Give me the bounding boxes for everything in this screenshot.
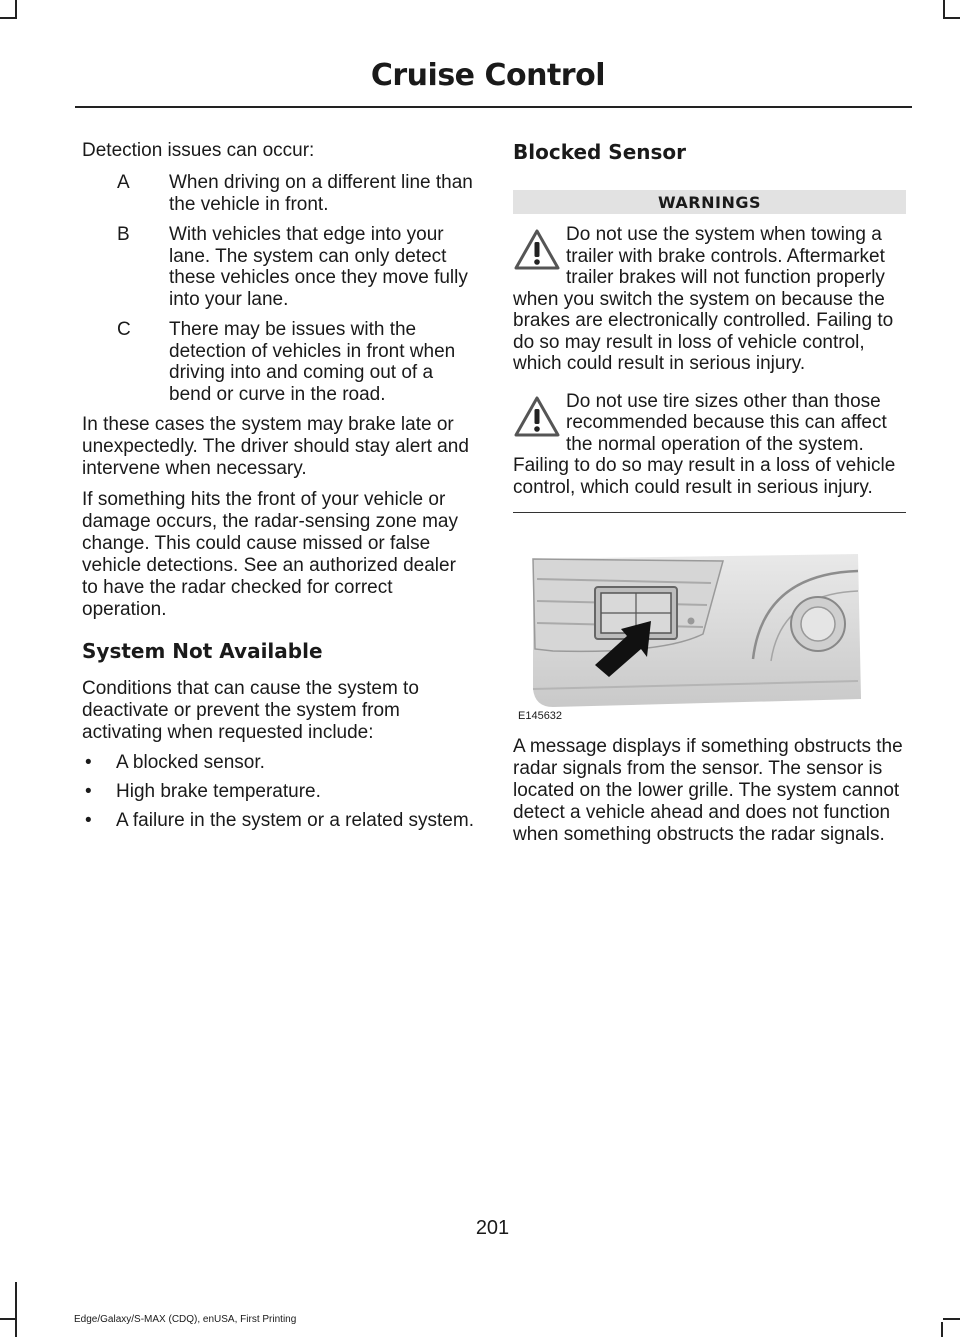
warning-block: [513, 391, 906, 499]
section-title: Cruise Control: [370, 58, 605, 93]
left-column: [82, 140, 477, 839]
crop-mark: [15, 0, 17, 18]
crop-mark: [941, 1322, 943, 1337]
subheading: Blocked Sensor: [513, 140, 687, 164]
bullet-icon: •: [85, 752, 92, 773]
item-letter: A: [117, 172, 130, 193]
crop-mark: [943, 0, 945, 18]
edition-footer: Edge/Galaxy/S-MAX (CDQ), enUSA, First Printing: [74, 1314, 297, 1325]
crop-mark: [0, 17, 17, 19]
radar-sensor-illustration: [513, 539, 863, 724]
warning-text: Do not use tire sizes other than those recommended because this can affect the normal operation of the system. Failing to do so may result in a loss of vehicle control, which could result in serious injury.: [513, 390, 896, 498]
paragraph: Conditions that can cause the system to deactivate or prevent the system from activating when requested include:: [82, 678, 419, 743]
list-item: [82, 319, 477, 405]
page-number: 201: [475, 1217, 510, 1239]
item-letter: C: [117, 319, 131, 340]
crop-mark: [943, 17, 960, 19]
warning-text: Do not use the system when towing a trailer with brake controls. Aftermarket trailer brakes will not function properly when you switch the system on because the brakes are electronically controlled. Failing to do so may result in loss of vehicle control, which could result in serious injury.: [513, 224, 894, 374]
figure-code: E145632: [518, 710, 563, 722]
intro-text: Detection issues can occur:: [82, 140, 315, 161]
list-item: [82, 224, 477, 310]
warning-block: [513, 224, 906, 375]
warnings-divider: [513, 512, 906, 513]
crop-mark: [943, 1318, 960, 1320]
bullet-icon: •: [85, 810, 92, 831]
warning-triangle-icon: [513, 395, 561, 439]
grille-drawing: [513, 539, 863, 724]
item-text: A blocked sensor.: [116, 752, 265, 773]
item-text: High brake temperature.: [116, 781, 321, 802]
detection-issues-list: [82, 172, 477, 405]
list-item: [82, 781, 477, 803]
warnings-header: [513, 190, 906, 214]
subheading: System Not Available: [82, 639, 323, 663]
paragraph: A message displays if something obstructs the radar signals from the sensor. The sensor is located on the lower grille. The system cannot detect a vehicle ahead and does not function when something obstructs the radar signals.: [513, 736, 903, 845]
list-item: [82, 172, 477, 215]
right-column: [513, 140, 906, 846]
item-text: When driving on a different line than the vehicle in front.: [169, 172, 473, 215]
conditions-list: [82, 752, 477, 832]
crop-mark: [15, 1282, 17, 1337]
item-text: There may be issues with the detection of vehicles in front when driving into and coming out of a bend or curve in the road.: [169, 319, 456, 405]
list-item: [82, 810, 477, 832]
item-text: A failure in the system or a related system.: [116, 810, 474, 831]
item-text: With vehicles that edge into your lane. The system can only detect these vehicles once they move fully into your lane.: [169, 224, 468, 310]
warning-triangle-icon: [513, 228, 561, 272]
bullet-icon: •: [85, 781, 92, 802]
warnings-label: WARNINGS: [657, 192, 762, 212]
list-item: [82, 752, 477, 774]
paragraph: In these cases the system may brake late or unexpectedly. The driver should stay alert and intervene when necessary.: [82, 414, 469, 479]
paragraph: If something hits the front of your vehicle or damage occurs, the radar-sensing zone may change. This could cause missed or false vehicle detections. See an authorized dealer to have the radar checked for correct operation.: [82, 489, 458, 620]
crop-mark: [0, 1318, 17, 1320]
item-letter: B: [117, 224, 130, 245]
header-rule: [75, 106, 912, 108]
